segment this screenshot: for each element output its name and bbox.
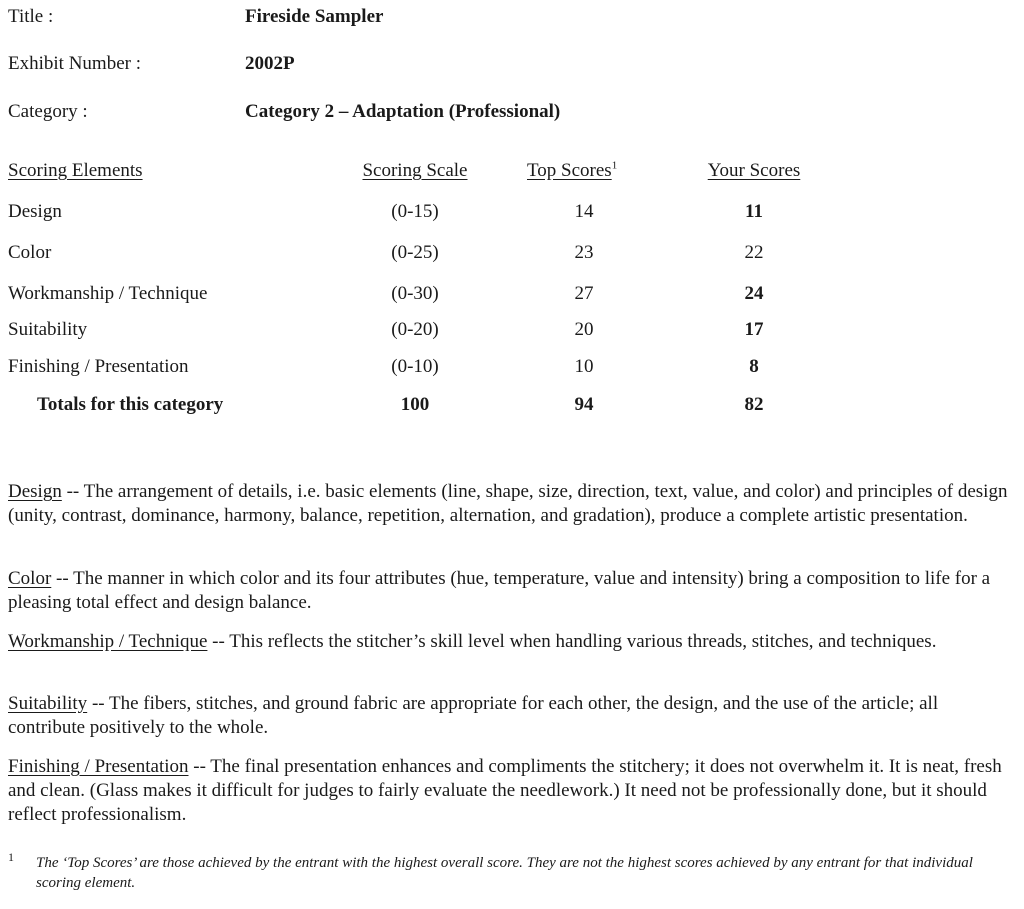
row-your-score: 11 bbox=[745, 201, 763, 222]
title-label: Title : bbox=[8, 6, 54, 27]
definition-suitability bbox=[8, 692, 1008, 740]
footnote-reference: 1 bbox=[611, 159, 618, 172]
title-value: Fireside Sampler bbox=[245, 6, 384, 27]
row-your-score: 24 bbox=[744, 283, 764, 304]
row-scale: (0-10) bbox=[391, 356, 439, 377]
totals-your-score: 82 bbox=[744, 394, 764, 415]
exhibit-number-label: Exhibit Number : bbox=[8, 53, 141, 74]
definition-text: -- The final presentation enhances and compliments the stitchery; it does not overwhelm it. It is neat, fresh and clean. (Glass makes it difficult for judges to fairly evaluate the needlework.) It need not be professionally done, but it should reflect professionalism. bbox=[8, 756, 1002, 825]
row-top-score: 20 bbox=[574, 319, 594, 340]
definition-text: -- This reflects the stitcher’s skill level when handling various threads, stitches, and techniques. bbox=[207, 631, 937, 652]
row-element: Finishing / Presentation bbox=[8, 356, 189, 377]
totals-top-score: 94 bbox=[574, 394, 594, 415]
totals-label: Totals for this category bbox=[37, 394, 224, 415]
exhibit-number-value: 2002P bbox=[245, 53, 295, 74]
row-element: Design bbox=[8, 201, 62, 222]
definition-term: Workmanship / Technique bbox=[8, 631, 208, 652]
definition-workmanship bbox=[8, 630, 1008, 654]
definition-term: Suitability bbox=[8, 693, 88, 714]
column-header-top-scores bbox=[527, 160, 617, 183]
row-top-score: 14 bbox=[574, 201, 594, 222]
column-header-your-scores: Your Scores bbox=[707, 160, 801, 181]
row-your-score: 22 bbox=[744, 242, 764, 263]
row-top-score: 23 bbox=[574, 242, 594, 263]
column-header-scoring-elements: Scoring Elements bbox=[8, 160, 143, 181]
definition-term: Design bbox=[8, 481, 62, 502]
definition-term: Color bbox=[8, 568, 52, 589]
row-your-score: 8 bbox=[749, 356, 759, 377]
totals-scale: 100 bbox=[400, 394, 430, 415]
definition-text: -- The arrangement of details, i.e. basic elements (line, shape, size, direction, text, value, and color) and principles of design (unity, contrast, dominance, harmony, balance, repetition, alternation, and gradation), produce a complete artistic presentation. bbox=[8, 481, 1008, 526]
row-scale: (0-25) bbox=[391, 242, 439, 263]
column-header-scoring-scale: Scoring Scale bbox=[362, 160, 468, 181]
row-scale: (0-30) bbox=[391, 283, 439, 304]
footnote-text: The ‘Top Scores’ are those achieved by the entrant with the highest overall score. They are not the highest scores achieved by any entrant for that individual scoring element. bbox=[36, 855, 973, 891]
row-element: Workmanship / Technique bbox=[8, 283, 208, 304]
row-top-score: 10 bbox=[574, 356, 594, 377]
footnote-number: 1 bbox=[8, 850, 14, 864]
row-top-score: 27 bbox=[574, 283, 594, 304]
definition-text: -- The fibers, stitches, and ground fabric are appropriate for each other, the design, and the use of the article; all contribute positively to the whole. bbox=[8, 693, 939, 738]
definition-finishing bbox=[8, 755, 1008, 827]
row-element: Color bbox=[8, 242, 52, 263]
row-scale: (0-15) bbox=[391, 201, 439, 222]
definition-text: -- The manner in which color and its four attributes (hue, temperature, value and intensity) bring a composition to life for a pleasing total effect and design balance. bbox=[8, 568, 991, 613]
definition-color bbox=[8, 567, 1008, 615]
row-element: Suitability bbox=[8, 319, 88, 340]
definition-term: Finishing / Presentation bbox=[8, 756, 189, 777]
category-label: Category : bbox=[8, 101, 88, 122]
definition-design bbox=[8, 480, 1008, 528]
category-value: Category 2 – Adaptation (Professional) bbox=[245, 101, 561, 122]
row-scale: (0-20) bbox=[391, 319, 439, 340]
top-scores-label: Top Scores bbox=[527, 160, 612, 181]
row-your-score: 17 bbox=[744, 319, 764, 340]
